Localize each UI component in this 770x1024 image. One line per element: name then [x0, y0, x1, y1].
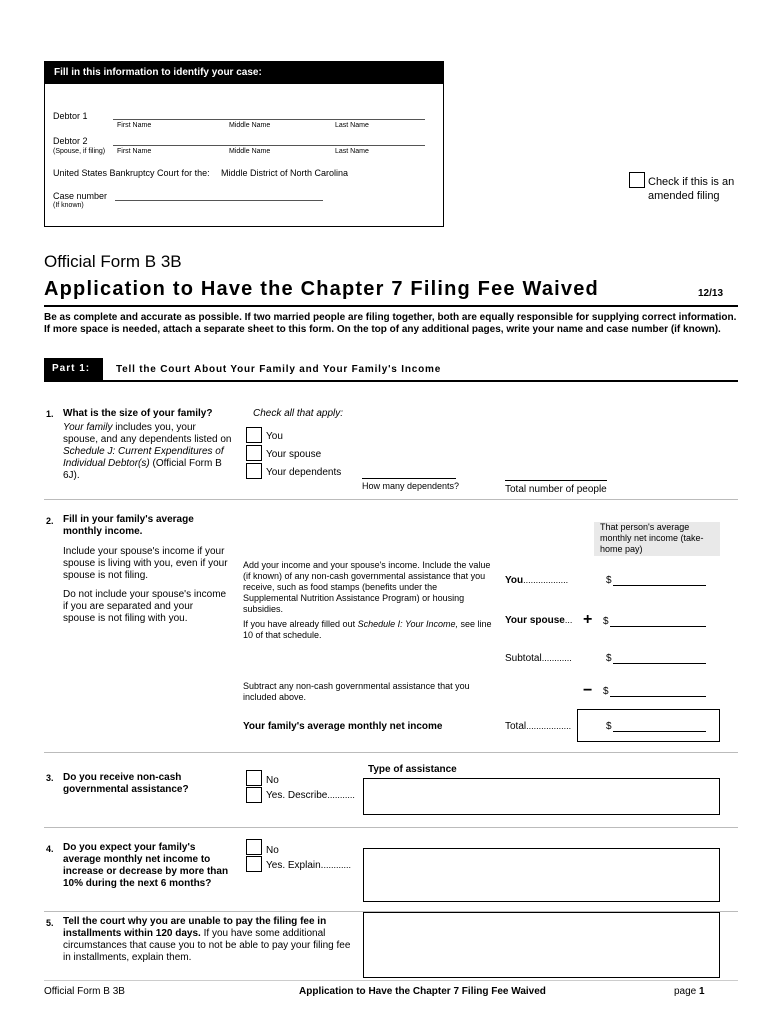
q1-dependents-label: Your dependents: [266, 467, 342, 478]
q2-add-text: Add your income and your spouse's income. Include the value (if known) of any non-cash governmental assistance that you receive, such as food stamps (benefits under the Supplemental Nutrition Assistance Program) or housing subsidies.: [243, 560, 491, 614]
debtor2-first-label: First Name: [117, 148, 152, 155]
q3-number: 3.: [46, 773, 54, 783]
total-dollar: $: [606, 721, 612, 732]
total-people-label: Total number of people: [505, 484, 607, 495]
debtor2-last-label: Last Name: [335, 148, 369, 155]
case-info-header: Fill in this information to identify your case:: [45, 62, 443, 84]
q5-question: Tell the court why you are unable to pay the filing fee in installments within 120 days. If you have some additional circumstances that cause you to not be able to pay your filing fee in installments, explain them.: [63, 916, 351, 963]
plus-sign: +: [583, 611, 593, 628]
q4-no-checkbox[interactable]: [246, 839, 262, 855]
q3-divider: [44, 827, 738, 828]
q3-no-checkbox[interactable]: [246, 770, 262, 786]
debtor2-field[interactable]: [113, 145, 425, 146]
total-label: Total..................: [505, 721, 572, 732]
q1-number: 1.: [46, 409, 54, 419]
q4-question: Do you expect your family's average monthly net income to increase or decrease by more than 10% during the next 6 months?: [63, 842, 229, 889]
income-spouse-dollar: $: [603, 616, 609, 627]
q1-question: What is the size of your family?: [63, 408, 213, 419]
footer-title: Application to Have the Chapter 7 Filing Fee Waived: [299, 986, 546, 997]
income-spouse-label: Your spouse...: [505, 615, 573, 626]
footer-rule: [44, 980, 738, 981]
q4-yes-label: Yes. Explain............: [266, 860, 351, 871]
q1-spouse-checkbox[interactable]: [246, 445, 262, 461]
q4-yes-checkbox[interactable]: [246, 856, 262, 872]
q4-explain-box[interactable]: [363, 848, 720, 902]
q4-number: 4.: [46, 844, 54, 854]
income-spouse-field[interactable]: [610, 626, 706, 627]
q1-you-checkbox[interactable]: [246, 427, 262, 443]
subtotal-field[interactable]: [613, 663, 706, 664]
court-label: United States Bankruptcy Court for the:: [53, 168, 210, 178]
court-value[interactable]: Middle District of North Carolina: [221, 168, 349, 178]
debtor1-last-label: Last Name: [335, 122, 369, 129]
title-rule: [44, 305, 738, 307]
debtor1-middle-label: Middle Name: [229, 122, 271, 129]
total-field[interactable]: [613, 731, 706, 732]
income-you-dollar: $: [606, 575, 612, 586]
footer-form-name: Official Form B 3B: [44, 986, 125, 997]
q2-help-include: Include your spouse's income if your spouse is living with you, even if your spouse is not filing.: [63, 546, 228, 581]
footer-page: page 1: [674, 986, 705, 997]
dependents-count-label: How many dependents?: [362, 481, 460, 491]
q3-yes-label: Yes. Describe...........: [266, 790, 355, 801]
subtract-field[interactable]: [610, 696, 706, 697]
q2-number: 2.: [46, 516, 54, 526]
income-you-field[interactable]: [613, 585, 706, 586]
q3-describe-box[interactable]: [363, 778, 720, 815]
debtor1-label: Debtor 1: [53, 111, 88, 121]
q2-question: Fill in your family's average monthly income.: [63, 514, 194, 537]
instructions: Be as complete and accurate as possible. If two married people are filing together, both are equally responsible for supplying correct information. If more space is needed, attach a separate sheet to this form. On the top of any additional pages, write your name and case number (if known).: [44, 312, 737, 335]
debtor1-field[interactable]: [113, 119, 425, 120]
case-number-field[interactable]: [115, 200, 323, 201]
part1-title: Tell the Court About Your Family and Your Family's Income: [116, 364, 442, 375]
part1-label: Part 1:: [44, 358, 103, 380]
subtotal-dollar: $: [606, 653, 612, 664]
debtor2-spouse-label: (Spouse, if filing): [53, 148, 106, 155]
q3-yes-checkbox[interactable]: [246, 787, 262, 803]
debtor1-first-label: First Name: [117, 122, 152, 129]
q1-divider: [44, 499, 738, 500]
q1-you-label: You: [266, 431, 283, 442]
if-known-label: (If known): [53, 202, 84, 209]
official-form-label: Official Form B 3B: [44, 252, 182, 271]
q3-question: Do you receive non-cash governmental assistance?: [63, 772, 189, 795]
q1-dependents-checkbox[interactable]: [246, 463, 262, 479]
total-people-field[interactable]: [505, 480, 607, 481]
q5-number: 5.: [46, 918, 54, 928]
net-income-label: Your family's average monthly net income: [243, 721, 443, 732]
q4-no-label: No: [266, 845, 279, 856]
assistance-type-label: Type of assistance: [368, 764, 457, 775]
q2-schedule-text: If you have already filled out Schedule I: Your Income, see line 10 of that schedule.: [243, 619, 492, 640]
q1-help: Your family includes you, your spouse, and any dependents listed on Schedule J: Current Expenditures of Individual Debtor(s) (Official Form B 6J).: [63, 422, 232, 481]
subtract-dollar: $: [603, 686, 609, 697]
subtotal-label: Subtotal............: [505, 653, 572, 664]
dependents-count-field[interactable]: [362, 478, 456, 479]
total-box[interactable]: [577, 709, 720, 742]
q3-no-label: No: [266, 775, 279, 786]
q2-divider: [44, 752, 738, 753]
check-all-label: Check all that apply:: [253, 408, 344, 419]
amended-filing-label: Check if this is an amended filing: [648, 176, 735, 202]
amended-filing-checkbox[interactable]: [629, 172, 645, 188]
debtor2-middle-label: Middle Name: [229, 148, 271, 155]
form-title: Application to Have the Chapter 7 Filing Fee Waived: [44, 278, 599, 300]
q2-subtract-text: Subtract any non-cash governmental assistance that you included above.: [243, 681, 470, 702]
case-number-label: Case number: [53, 191, 108, 201]
q5-explain-box[interactable]: [363, 912, 720, 978]
form-date: 12/13: [698, 288, 724, 299]
income-you-label: You..................: [505, 575, 569, 586]
debtor2-label: Debtor 2: [53, 136, 88, 146]
minus-sign: −: [583, 682, 593, 699]
q1-spouse-label: Your spouse: [266, 449, 322, 460]
income-column-header: That person's average monthly net income (take-home pay): [594, 522, 720, 556]
q2-help-exclude: Do not include your spouse's income if you are separated and your spouse is not filing with you.: [63, 589, 227, 624]
case-info-box: [44, 61, 444, 227]
part1-rule: [44, 380, 738, 382]
